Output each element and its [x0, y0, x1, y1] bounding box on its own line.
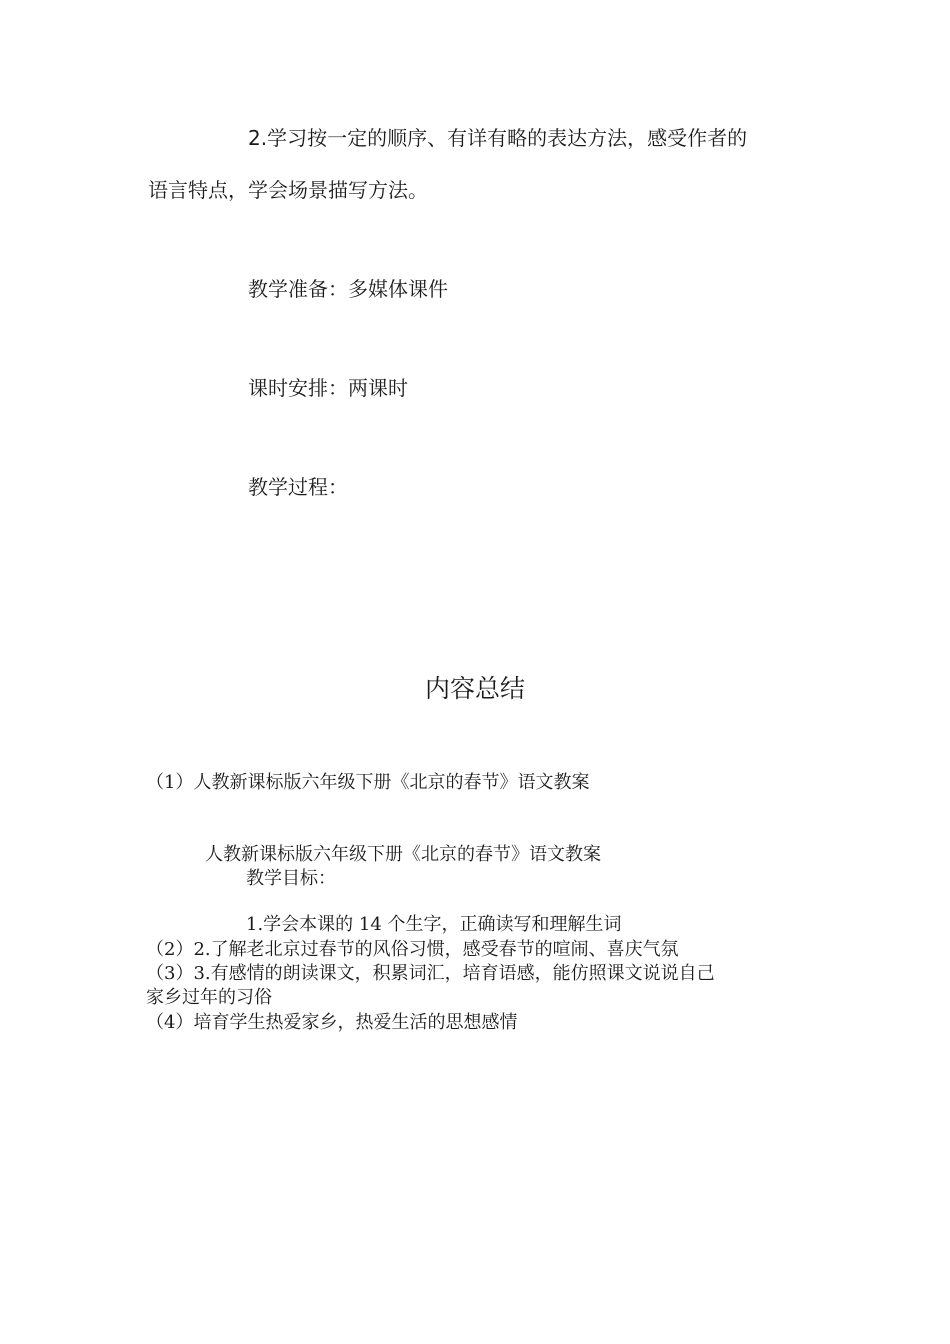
summary-item-2: （2）2.了解老北京过春节的风俗习惯，感受春节的喧闹、喜庆气氛 — [146, 939, 679, 960]
summary-item-3-line-1: （3）3.有感情的朗读课文，积累词汇，培育语感，能仿照课文说说自己 — [146, 963, 715, 984]
summary-heading: 内容总结 — [424, 674, 525, 703]
summary-doc-title: 人教新课标版六年级下册《北京的春节》语文教案 — [205, 844, 601, 865]
objective-2-line-2: 语言特点，学会场景描写方法。 — [148, 178, 428, 202]
teaching-preparation: 教学准备：多媒体课件 — [248, 277, 448, 301]
summary-item-1: （1）人教新课标版六年级下册《北京的春节》语文教案 — [146, 772, 590, 793]
summary-goals-label: 教学目标： — [246, 868, 336, 889]
class-schedule: 课时安排：两课时 — [248, 376, 408, 400]
objective-2-line-1: 2.学习按一定的顺序、有详有略的表达方法，感受作者的 — [248, 126, 748, 150]
summary-item-4: （4）培育学生热爱家乡，热爱生活的思想感情 — [146, 1012, 518, 1033]
summary-item-3-line-2: 家乡过年的习俗 — [146, 987, 272, 1008]
summary-goal-1: 1.学会本课的 14 个生字，正确读写和理解生词 — [246, 914, 622, 935]
teaching-process-label: 教学过程： — [248, 475, 348, 499]
